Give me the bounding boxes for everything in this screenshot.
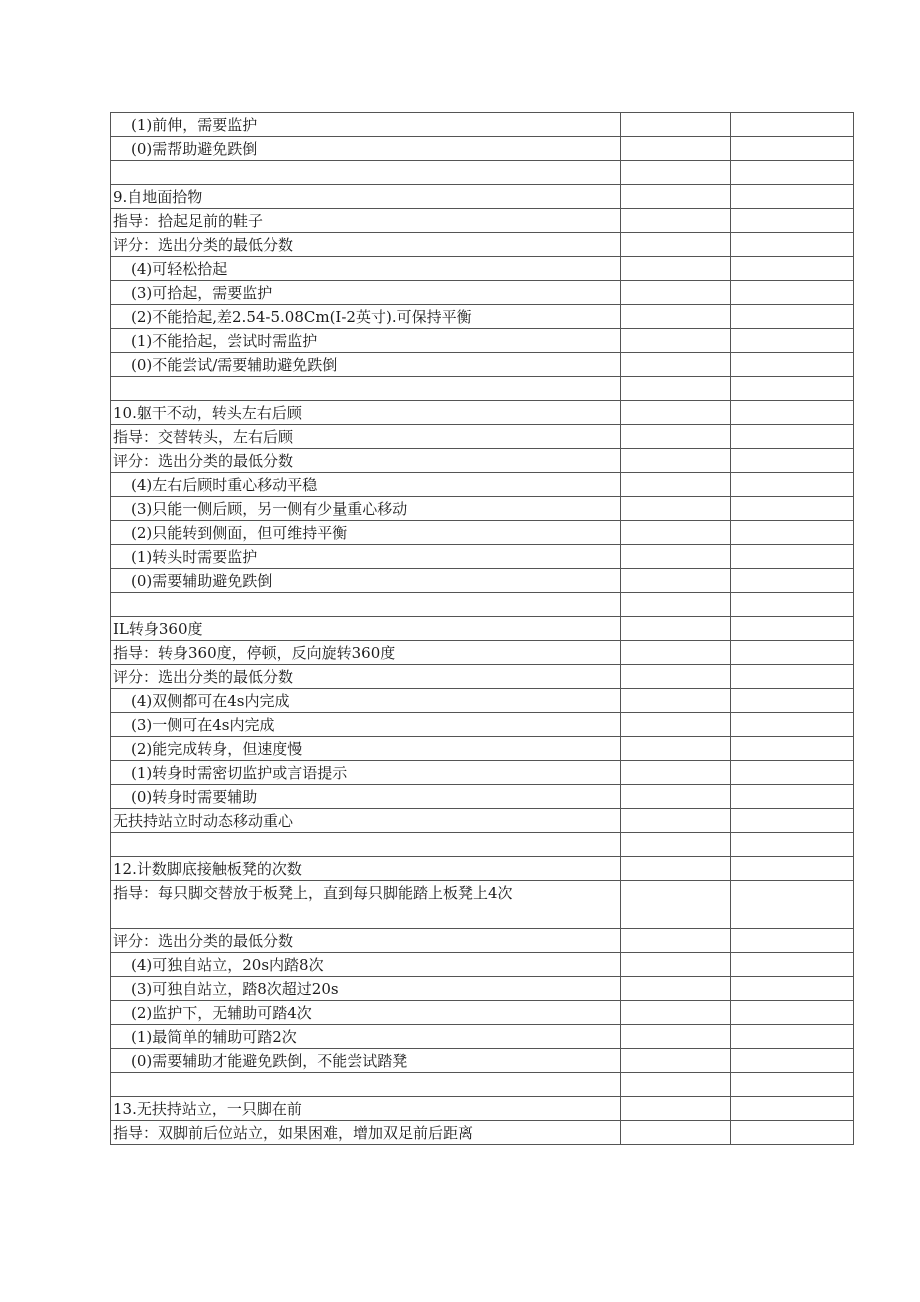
item-text-cell: (4)可独自站立，20s内踏8次 (111, 953, 621, 977)
table-row (111, 1121, 854, 1145)
table-row (111, 977, 854, 1001)
item-text-cell (111, 593, 621, 617)
item-text-cell: 12.计数脚底接触板凳的次数 (111, 857, 621, 881)
score-cell (621, 401, 731, 425)
item-text-cell: 指导：拾起足前的鞋子 (111, 209, 621, 233)
item-text-cell: 指导：双脚前后位站立，如果困难，增加双足前后距离 (111, 1121, 621, 1145)
assessment-table (110, 112, 854, 1145)
item-text-cell: 指导：交替转头，左右后顾 (111, 425, 621, 449)
score-cell (621, 713, 731, 737)
item-text-cell (111, 161, 621, 185)
item-text-cell: (0)转身时需要辅助 (111, 785, 621, 809)
item-text-cell: (2)监护下，无辅助可踏4次 (111, 1001, 621, 1025)
notes-cell (731, 449, 854, 473)
notes-cell (731, 977, 854, 1001)
table-row (111, 137, 854, 161)
notes-cell (731, 473, 854, 497)
score-cell (621, 233, 731, 257)
table-row (111, 113, 854, 137)
item-text-cell: (1)转头时需要监护 (111, 545, 621, 569)
table-row (111, 761, 854, 785)
table-row (111, 593, 854, 617)
item-text-cell: 评分：选出分类的最低分数 (111, 665, 621, 689)
table-row (111, 233, 854, 257)
item-text-cell: 指导：每只脚交替放于板凳上，直到每只脚能踏上板凳上4次 (111, 881, 621, 929)
notes-cell (731, 185, 854, 209)
item-text-cell: 9.自地面拾物 (111, 185, 621, 209)
notes-cell (731, 641, 854, 665)
item-text-cell (111, 833, 621, 857)
item-text-cell: (0)不能尝试/需要辅助避免跌倒 (111, 353, 621, 377)
table-row (111, 449, 854, 473)
score-cell (621, 497, 731, 521)
item-text-cell: (1)不能拾起，尝试时需监护 (111, 329, 621, 353)
notes-cell (731, 281, 854, 305)
notes-cell (731, 881, 854, 929)
table-row (111, 1049, 854, 1073)
score-cell (621, 665, 731, 689)
score-cell (621, 833, 731, 857)
notes-cell (731, 233, 854, 257)
score-cell (621, 545, 731, 569)
score-cell (621, 689, 731, 713)
score-cell (621, 1121, 731, 1145)
item-text-cell (111, 1073, 621, 1097)
score-cell (621, 1001, 731, 1025)
table-row (111, 785, 854, 809)
item-text-cell: IL转身360度 (111, 617, 621, 641)
table-row (111, 329, 854, 353)
item-text-cell: (3)可独自站立，踏8次超过20s (111, 977, 621, 1001)
notes-cell (731, 713, 854, 737)
notes-cell (731, 665, 854, 689)
score-cell (621, 185, 731, 209)
notes-cell (731, 425, 854, 449)
score-cell (621, 449, 731, 473)
notes-cell (731, 1001, 854, 1025)
score-cell (621, 257, 731, 281)
score-cell (621, 1049, 731, 1073)
item-text-cell: 指导：转身360度，停顿，反向旋转360度 (111, 641, 621, 665)
table-row (111, 257, 854, 281)
table-row (111, 737, 854, 761)
notes-cell (731, 1025, 854, 1049)
score-cell (621, 617, 731, 641)
score-cell (621, 377, 731, 401)
item-text-cell: (2)能完成转身，但速度慢 (111, 737, 621, 761)
table-row (111, 929, 854, 953)
item-text-cell: (0)需要辅助才能避免跌倒，不能尝试踏凳 (111, 1049, 621, 1073)
notes-cell (731, 833, 854, 857)
item-text-cell (111, 377, 621, 401)
table-row (111, 209, 854, 233)
score-cell (621, 521, 731, 545)
notes-cell (731, 1097, 854, 1121)
score-cell (621, 785, 731, 809)
notes-cell (731, 329, 854, 353)
table-row (111, 809, 854, 833)
table-row (111, 953, 854, 977)
notes-cell (731, 545, 854, 569)
score-cell (621, 809, 731, 833)
notes-cell (731, 161, 854, 185)
score-cell (621, 1073, 731, 1097)
notes-cell (731, 497, 854, 521)
item-text-cell: (2)不能拾起,差2.54-5.08Cm(I-2英寸).可保持平衡 (111, 305, 621, 329)
item-text-cell: (4)双侧都可在4s内完成 (111, 689, 621, 713)
table-row (111, 881, 854, 929)
notes-cell (731, 377, 854, 401)
notes-cell (731, 929, 854, 953)
notes-cell (731, 209, 854, 233)
notes-cell (731, 785, 854, 809)
notes-cell (731, 1121, 854, 1145)
score-cell (621, 641, 731, 665)
item-text-cell: (0)需帮助避免跌倒 (111, 137, 621, 161)
item-text-cell: (0)需要辅助避免跌倒 (111, 569, 621, 593)
notes-cell (731, 1073, 854, 1097)
notes-cell (731, 401, 854, 425)
item-text-cell: 10.躯干不动，转头左右后顾 (111, 401, 621, 425)
item-text-cell: (3)一侧可在4s内完成 (111, 713, 621, 737)
notes-cell (731, 761, 854, 785)
table-row (111, 281, 854, 305)
score-cell (621, 209, 731, 233)
score-cell (621, 425, 731, 449)
notes-cell (731, 857, 854, 881)
score-cell (621, 329, 731, 353)
table-row (111, 185, 854, 209)
notes-cell (731, 689, 854, 713)
item-text-cell: (1)最简单的辅助可踏2次 (111, 1025, 621, 1049)
notes-cell (731, 737, 854, 761)
item-text-cell: (4)可轻松拾起 (111, 257, 621, 281)
score-cell (621, 113, 731, 137)
score-cell (621, 353, 731, 377)
table-row (111, 617, 854, 641)
score-cell (621, 281, 731, 305)
item-text-cell: 13.无扶持站立，一只脚在前 (111, 1097, 621, 1121)
score-cell (621, 137, 731, 161)
score-cell (621, 761, 731, 785)
score-cell (621, 881, 731, 929)
table-row (111, 665, 854, 689)
score-cell (621, 737, 731, 761)
score-cell (621, 569, 731, 593)
table-row (111, 1025, 854, 1049)
item-text-cell: 评分：选出分类的最低分数 (111, 929, 621, 953)
table-row (111, 377, 854, 401)
table-row (111, 545, 854, 569)
table-row (111, 497, 854, 521)
item-text-cell: 无扶持站立时动态移动重心 (111, 809, 621, 833)
table-row (111, 713, 854, 737)
notes-cell (731, 113, 854, 137)
score-cell (621, 305, 731, 329)
notes-cell (731, 569, 854, 593)
item-text-cell: (3)只能一侧后顾，另一侧有少量重心移动 (111, 497, 621, 521)
score-cell (621, 857, 731, 881)
table-row (111, 161, 854, 185)
table-row (111, 1073, 854, 1097)
score-cell (621, 473, 731, 497)
notes-cell (731, 353, 854, 377)
table-row (111, 857, 854, 881)
score-cell (621, 953, 731, 977)
score-cell (621, 929, 731, 953)
notes-cell (731, 593, 854, 617)
notes-cell (731, 809, 854, 833)
item-text-cell: (4)左右后顾时重心移动平稳 (111, 473, 621, 497)
notes-cell (731, 617, 854, 641)
table-row (111, 569, 854, 593)
table-row (111, 689, 854, 713)
table-row (111, 833, 854, 857)
item-text-cell: (1)转身时需密切监护或言语提示 (111, 761, 621, 785)
table-row (111, 641, 854, 665)
table-row (111, 425, 854, 449)
item-text-cell: (1)前伸，需要监护 (111, 113, 621, 137)
score-cell (621, 1097, 731, 1121)
score-cell (621, 977, 731, 1001)
table-row (111, 305, 854, 329)
item-text-cell: 评分：选出分类的最低分数 (111, 233, 621, 257)
table-row (111, 1001, 854, 1025)
notes-cell (731, 521, 854, 545)
notes-cell (731, 305, 854, 329)
table-row (111, 401, 854, 425)
table-row (111, 353, 854, 377)
notes-cell (731, 137, 854, 161)
item-text-cell: (3)可拾起，需要监护 (111, 281, 621, 305)
table-body (111, 113, 854, 1145)
table-row (111, 473, 854, 497)
score-cell (621, 161, 731, 185)
item-text-cell: (2)只能转到侧面，但可维持平衡 (111, 521, 621, 545)
table-row (111, 1097, 854, 1121)
score-cell (621, 1025, 731, 1049)
notes-cell (731, 1049, 854, 1073)
notes-cell (731, 953, 854, 977)
table-row (111, 521, 854, 545)
notes-cell (731, 257, 854, 281)
item-text-cell: 评分：选出分类的最低分数 (111, 449, 621, 473)
score-cell (621, 593, 731, 617)
